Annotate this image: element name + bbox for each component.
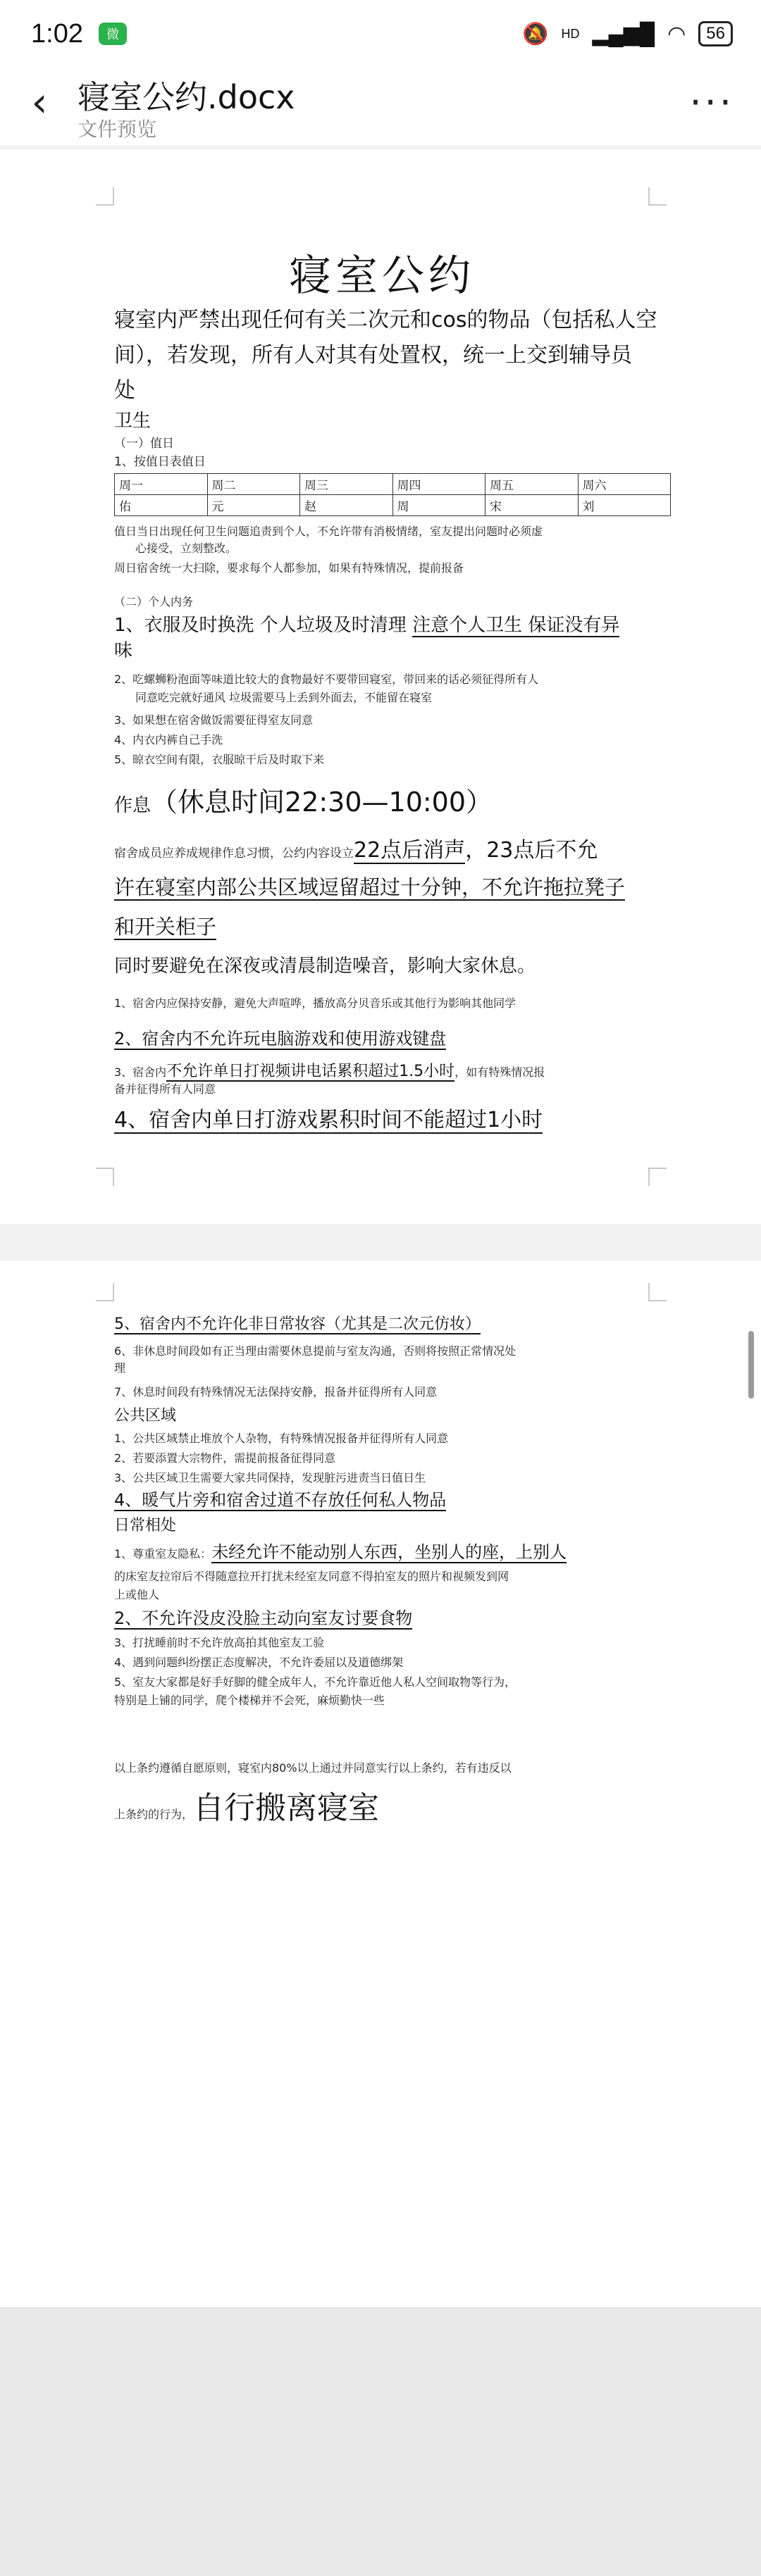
rest-line-1-comma: ， [465, 838, 487, 863]
status-time: 1:02 [31, 18, 83, 49]
duty-note-2: 心接受，立刻整改。 [135, 542, 237, 555]
rest-rule-3-underlined: 不允许单日打视频讲电话累积超过1.5小时 [166, 1063, 455, 1080]
daily-item-4: 4、遇到问题纠纷摆正态度解决，不允许委屈以及道德绑架 [114, 1656, 404, 1669]
page-corner-mark [96, 1168, 114, 1186]
duty-subheading: （一）值日 [114, 437, 174, 451]
rest-line-3-underlined: 和开关柜子 [114, 915, 217, 939]
table-cell: 宋 [485, 495, 579, 516]
mute-bell-icon: 🔕 [522, 22, 549, 46]
personal-item-4: 4、内衣内裤自己手洗 [114, 733, 223, 746]
daily-item-5-cont: 特别是上铺的同学，爬个楼梯并不会死，麻烦勤快一些 [114, 1694, 385, 1707]
intro-line-2: 间），若发现，所有人对其有处置权，统一上交到辅导员 [114, 343, 632, 368]
document-page-1 [0, 149, 761, 1224]
rest-rule-4 [114, 1106, 543, 1135]
duty-note-1: 值日当日出现任何卫生问题追责到个人，不允许带有消极情绪，室友提出问题时必须虚 [114, 525, 543, 538]
closing-line-2 [114, 1787, 379, 1830]
personal-item-2: 2、吃螺蛳粉泡面等味道比较大的食物最好不要带回寝室，带回来的话必须征得所有人 [114, 673, 539, 686]
table-cell: 周五 [485, 474, 579, 495]
personal-item-1-underlined: 注意个人卫生 保证没有异 [412, 615, 620, 636]
battery-indicator: 56 [698, 21, 733, 46]
personal-subheading: （二）个人内务 [114, 595, 194, 608]
personal-item-3: 3、如果想在宿舍做饭需要征得室友同意 [114, 713, 314, 727]
intro-line-1: 寝室内严禁出现任何有关二次元和cos的物品（包括私人空 [114, 308, 657, 332]
public-item-1: 1、公共区域禁止堆放个人杂物，有特殊情况报备并征得所有人同意 [114, 1432, 449, 1445]
page-corner-mark [96, 1283, 114, 1301]
intro-line-3: 处 [114, 378, 135, 403]
page-corner-mark [96, 187, 114, 206]
rest-rule-3-cont: 备并征得所有人同意 [114, 1082, 216, 1096]
public-item-3: 3、公共区域卫生需要大家共同保持，发现脏污进责当日值日生 [114, 1471, 426, 1484]
rest-rule-2 [114, 1027, 446, 1051]
personal-item-5: 5、晾衣空间有限，衣服晾干后及时取下来 [114, 753, 325, 766]
status-bar [0, 0, 761, 68]
preview-bottom-area [0, 2307, 761, 2576]
table-cell: 周 [392, 495, 485, 516]
duty-item-1: 1、按值日表值日 [114, 455, 206, 469]
personal-item-2-cont: 同意吃完就好通风 垃圾需要马上丢到外面去，不能留在寝室 [135, 691, 433, 704]
rest-line-3 [114, 913, 216, 941]
daily-item-1-cont: 的床室友拉帘后不得随意拉开打扰未经室友同意不得拍室友的照片和视频发到网 [114, 1570, 509, 1583]
table-cell: 周二 [207, 474, 300, 495]
wifi-icon: ◠ [667, 22, 686, 46]
signal-hd-icon: HD [561, 26, 580, 41]
rest-rule-5-text: 5、宿舍内不允许化非日常妆容（尤其是二次元仿妆） [114, 1315, 481, 1333]
chevron-left-icon[interactable]: ‹ [31, 78, 48, 126]
rest-rule-2-text: 2、宿舍内不允许玩电脑游戏和使用游戏键盘 [114, 1029, 447, 1049]
page-corner-mark [648, 1168, 667, 1186]
rest-rule-1: 1、宿舍内应保持安静，避免大声喧哗，播放高分贝音乐或其他行为影响其他同学 [114, 996, 516, 1010]
document-page-2 [0, 1261, 761, 2307]
rest-rule-7: 7、休息时间段有特殊情况无法保持安静，报备并征得所有人同意 [114, 1385, 438, 1399]
rest-rule-6: 6、非休息时间段如有正当理由需要休息提前与室友沟通，否则将按照正常情况处 [114, 1344, 516, 1358]
rest-heading [114, 780, 493, 819]
rest-rule-5 [114, 1314, 481, 1335]
rest-label: 作息 [114, 795, 151, 816]
duty-table [114, 473, 671, 516]
rest-line-1-end: 23点后不允 [486, 838, 598, 863]
table-cell: 周四 [392, 474, 485, 495]
table-cell: 周三 [300, 474, 393, 495]
rest-line-1 [114, 832, 598, 863]
daily-item-5: 5、室友大家都是好手好脚的健全成年人，不允许靠近他人私人空间取物等行为， [114, 1675, 516, 1689]
daily-item-2-text: 2、不允许没皮没脸主动向室友讨要食物 [114, 1608, 413, 1628]
rest-line-1-text: 宿舍成员应养成规律作息习惯，公约内容设立 [114, 846, 354, 861]
signal-bars-icon: ▂▄▆█ [592, 22, 655, 46]
document-heading: 寝室公约 [289, 251, 475, 301]
public-item-4-text: 4、暖气片旁和宿舍过道不存放任何私人物品 [114, 1490, 447, 1510]
rest-line-2-underlined: 许在寝室内部公共区域逗留超过十分钟，不允许拖拉凳子 [114, 875, 626, 899]
table-cell: 赵 [300, 495, 393, 516]
daily-heading: 日常相处 [114, 1517, 177, 1534]
personal-item-1-cont: 味 [114, 640, 133, 661]
public-area-heading: 公共区域 [114, 1407, 177, 1425]
page-corner-mark [648, 187, 667, 206]
rest-rule-6-cont: 理 [114, 1361, 126, 1375]
rest-time: （休息时间22:30—10:00） [151, 787, 493, 818]
noise-line: 同时要避免在深夜或清晨制造噪音，影响大家休息。 [114, 956, 536, 977]
penalty-text: 自行搬离寝室 [193, 1790, 380, 1826]
scrollbar[interactable] [748, 1331, 754, 1399]
table-cell: 刘 [578, 495, 671, 516]
daily-item-3: 3、打扰睡前时不允许放高拍其他室友工验 [114, 1636, 325, 1649]
rest-rule-3-b: ，如有特殊情况报 [454, 1065, 545, 1079]
daily-item-1-underlined: 未经允许不能动别人东西，坐别人的座，上别人 [211, 1542, 567, 1562]
table-cell: 周一 [115, 474, 208, 495]
table-cell: 元 [207, 495, 300, 516]
table-cell: 周六 [578, 474, 671, 495]
title-bar [0, 68, 761, 145]
personal-item-1-text: 1、衣服及时换洗 个人垃圾及时清理 [114, 615, 413, 636]
table-row [115, 495, 671, 516]
document-title: 寝室公约.docx [78, 78, 295, 116]
status-left [31, 19, 127, 49]
closing-line-2-text: 上条约的行为， [114, 1808, 194, 1821]
table-row [115, 474, 671, 495]
document-subtitle: 文件预览 [78, 118, 157, 141]
daily-item-1-a: 1、尊重室友隐私： [114, 1547, 212, 1561]
rest-rule-3 [114, 1059, 545, 1081]
personal-item-1 [114, 613, 619, 638]
rest-line-2 [114, 873, 625, 901]
rest-rule-4-text: 4、宿舍内单日打游戏累积时间不能超过1小时 [114, 1108, 543, 1132]
daily-item-1-cont2: 上或他人 [114, 1588, 160, 1601]
table-cell: 佑 [115, 495, 208, 516]
rest-line-1-underlined: 22点后消声 [354, 838, 466, 863]
wechat-notification-icon: 微 [99, 23, 127, 45]
page-corner-mark [648, 1283, 667, 1301]
more-icon[interactable]: ··· [689, 80, 734, 125]
public-item-4 [114, 1489, 446, 1511]
public-item-2: 2、若要添置大宗物件，需提前报备征得同意 [114, 1451, 336, 1465]
duty-note-3: 周日宿舍统一大扫除，要求每个人都参加，如果有特殊情况，提前报备 [114, 561, 464, 575]
status-right [522, 21, 733, 46]
daily-item-1 [114, 1541, 567, 1563]
closing-line-1: 以上条约遵循自愿原则，寝室内80%以上通过并同意实行以上条约，若有违反以 [114, 1761, 512, 1775]
rest-rule-3-a: 3、宿舍内 [114, 1065, 167, 1079]
daily-item-2 [114, 1607, 412, 1630]
hygiene-heading: 卫生 [114, 411, 151, 432]
